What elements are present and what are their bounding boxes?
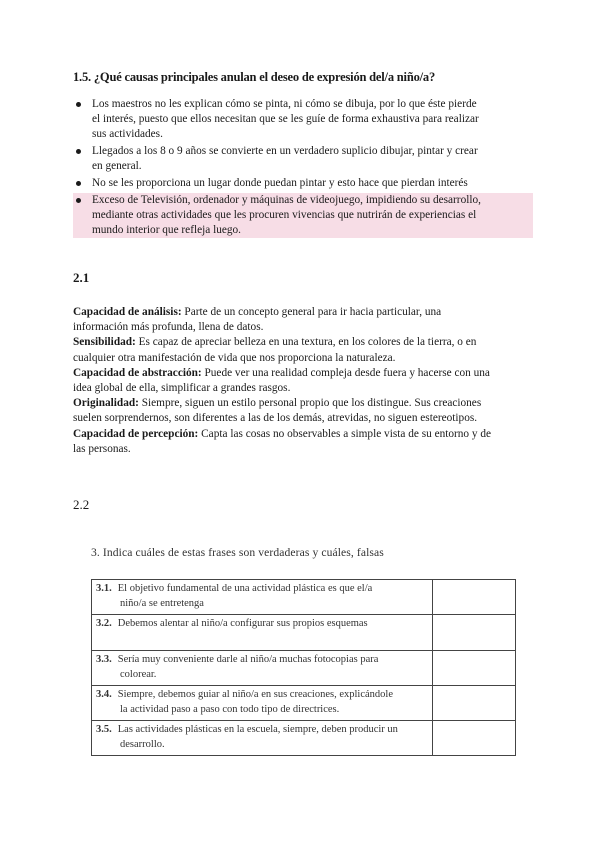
section-number-2-2: 2.2: [73, 497, 90, 512]
list-item-highlighted: Exceso de Televisión, ordenador y máquinas de videojuego, impidiendo su desarrollo, mediante otras actividades que les procuren vivencias que nutrirán de experiencias el mundo interior que refleja luego.: [73, 193, 533, 238]
table-row: [92, 686, 516, 721]
definition-term: Capacidad de análisis:: [73, 306, 182, 318]
table-row: [92, 615, 516, 651]
question-cell: 3.4. Siempre, debemos guiar al niño/a en sus creaciones, explicándole la actividad paso a paso con todo tipo de directrices.: [92, 686, 433, 721]
question-cell: 3.3. Sería muy conveniente darle al niño/a muchas fotocopias para colorear.: [92, 651, 433, 686]
question-cell: 3.1. El objetivo fundamental de una actividad plástica es que el/a niño/a se entretenga: [92, 580, 433, 615]
answer-cell[interactable]: [432, 721, 515, 756]
true-false-table: [91, 579, 516, 756]
list-item: No se les proporciona un lugar donde puedan pintar y esto hace que pierdan interés: [73, 176, 533, 191]
question-cell: 3.2. Debemos alentar al niño/a configurar sus propios esquemas: [92, 615, 433, 651]
answer-cell[interactable]: [432, 686, 515, 721]
section-number-2-1: 2.1: [73, 270, 90, 285]
bullet-icon: [76, 149, 81, 154]
causes-list: [73, 97, 533, 240]
exercise-title: 3. Indica cuáles de estas frases son verdaderas y cuáles, falsas: [91, 546, 384, 559]
definition: Sensibilidad: Es capaz de apreciar belleza en una textura, en los colores de la tierra, o en cualquier otra manifestación de vida que nos proporciona la naturaleza.: [73, 336, 477, 364]
definition: Capacidad de percepción: Capta las cosas no observables a simple vista de su entorno y de las personas.: [73, 427, 492, 455]
table-row: [92, 580, 516, 615]
definition: Originalidad: Siempre, siguen un estilo personal propio que los distingue. Sus creaciones suelen sorprendernos, son diferentes a las de los demás, atrevidas, no siguen estereotipos.: [73, 397, 482, 425]
list-item: Los maestros no les explican cómo se pinta, ni cómo se dibuja, por lo que éste pierde el interés, puesto que ellos necesitan que se les guíe de forma exhaustiva para realizar sus actividades.: [73, 97, 533, 142]
bullet-icon: [76, 198, 81, 203]
bullet-icon: [76, 102, 81, 107]
answer-cell[interactable]: [432, 615, 515, 651]
table-row: [92, 721, 516, 756]
answer-cell[interactable]: [432, 651, 515, 686]
definition-term: Capacidad de abstracción:: [73, 366, 202, 379]
definition: Capacidad de análisis: Parte de un concepto general para ir hacia particular, una información más profunda, llena de datos.: [73, 306, 442, 334]
definition: Capacidad de abstracción: Puede ver una realidad compleja desde fuera y hacerse con una idea global de ella, simplificar a grandes rasgos.: [73, 366, 490, 395]
answer-cell[interactable]: [432, 580, 515, 615]
question-cell: 3.5. Las actividades plásticas en la escuela, siempre, deben producir un desarrollo.: [92, 721, 433, 756]
definition-term: Sensibilidad:: [73, 336, 136, 349]
capacities-definitions: [73, 305, 533, 457]
list-item: Llegados a los 8 o 9 años se convierte en un verdadero suplicio dibujar, pintar y crear en general.: [73, 144, 533, 174]
definition-term: Originalidad:: [73, 397, 139, 410]
definition-term: Capacidad de percepción:: [73, 427, 199, 440]
bullet-icon: [76, 181, 81, 186]
section-heading: 1.5. ¿Qué causas principales anulan el deseo de expresión del/a niño/a?: [73, 70, 436, 84]
table-row: [92, 651, 516, 686]
